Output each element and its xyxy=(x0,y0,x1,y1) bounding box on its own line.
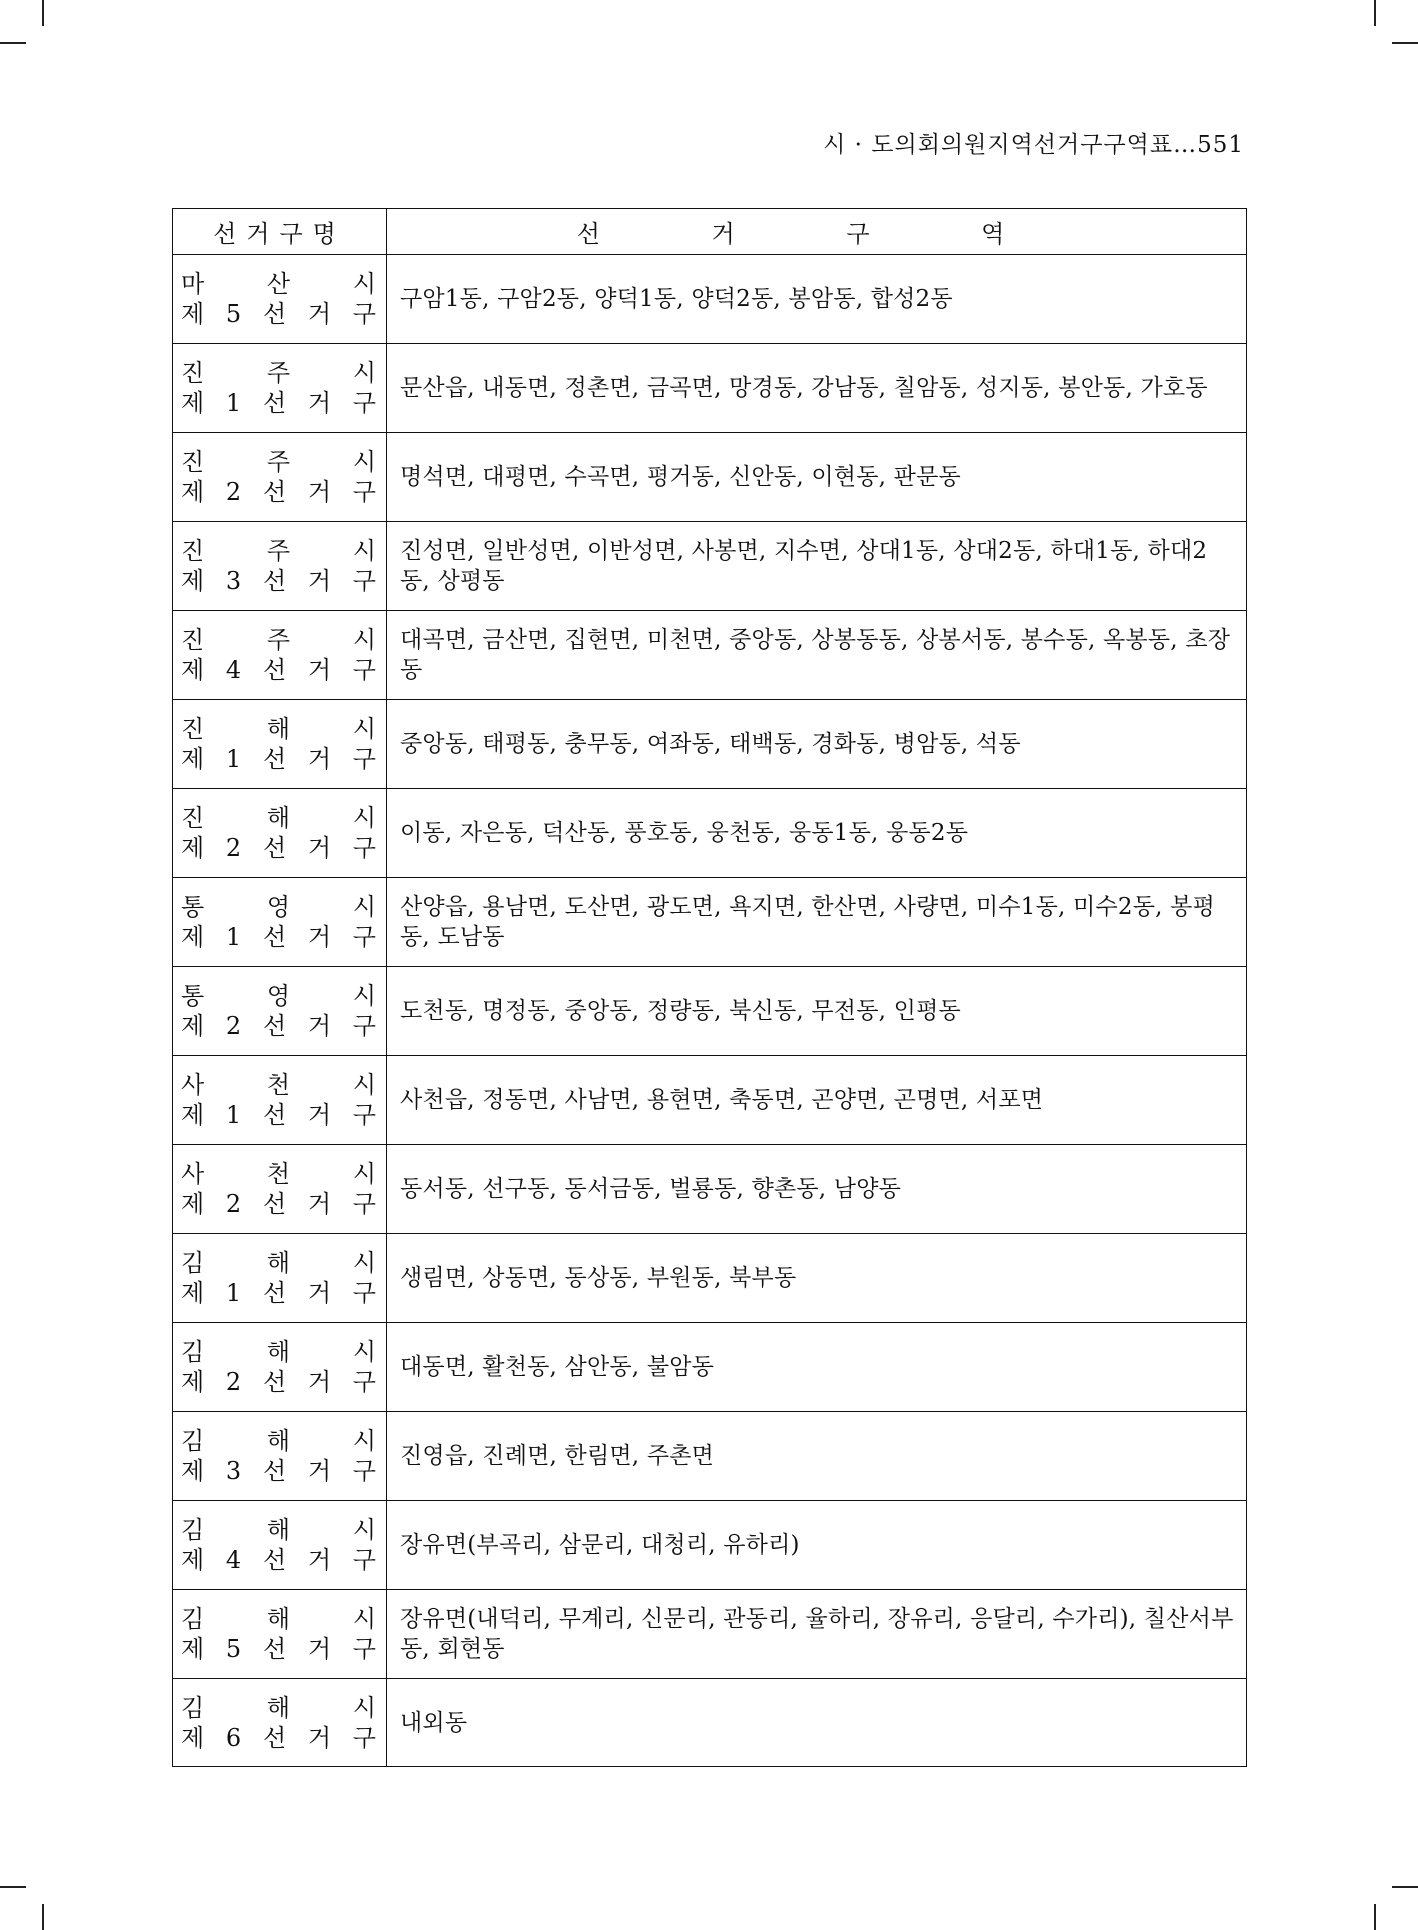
district-number: 제 2 선 거 구 xyxy=(181,1190,376,1218)
city-name: 진 주 시 xyxy=(181,626,376,654)
district-areas-cell: 산양읍, 용남면, 도산면, 광도면, 욕지면, 한산면, 사량면, 미수1동, 미수2동, 봉평동, 도남동 xyxy=(387,878,1247,967)
table-row xyxy=(173,878,1247,967)
district-number: 제 2 선 거 구 xyxy=(181,1012,376,1040)
district-number: 제 4 선 거 구 xyxy=(181,656,376,684)
table-row xyxy=(173,433,1247,522)
district-areas-cell: 대곡면, 금산면, 집현면, 미천면, 중앙동, 상봉동동, 상봉서동, 봉수동, 옥봉동, 초장동 xyxy=(387,611,1247,700)
district-name-cell xyxy=(173,700,387,789)
district-number: 제 2 선 거 구 xyxy=(181,834,376,862)
table-row xyxy=(173,1056,1247,1145)
district-table xyxy=(172,208,1247,1767)
table-row xyxy=(173,700,1247,789)
district-number: 제 3 선 거 구 xyxy=(181,567,376,595)
district-number: 제 1 선 거 구 xyxy=(181,1279,376,1307)
district-areas-cell: 진영읍, 진례면, 한림면, 주촌면 xyxy=(387,1412,1247,1501)
district-number: 제 5 선 거 구 xyxy=(181,300,376,328)
district-areas-cell: 내외동 xyxy=(387,1679,1247,1767)
district-areas-cell: 중앙동, 태평동, 충무동, 여좌동, 태백동, 경화동, 병암동, 석동 xyxy=(387,700,1247,789)
city-name: 김 해 시 xyxy=(181,1249,376,1277)
district-name-cell xyxy=(173,1501,387,1590)
district-name-cell xyxy=(173,1056,387,1145)
table-row xyxy=(173,255,1247,344)
district-name-cell xyxy=(173,522,387,611)
district-areas-cell: 도천동, 명정동, 중앙동, 정량동, 북신동, 무전동, 인평동 xyxy=(387,967,1247,1056)
district-number: 제 6 선 거 구 xyxy=(181,1723,376,1752)
crop-mark xyxy=(1374,0,1376,26)
table-row xyxy=(173,789,1247,878)
district-number: 제 2 선 거 구 xyxy=(181,1368,376,1396)
table-row xyxy=(173,1323,1247,1412)
city-name: 김 해 시 xyxy=(181,1516,376,1544)
table-row xyxy=(173,1679,1247,1767)
district-name-cell xyxy=(173,1590,387,1679)
table-row xyxy=(173,522,1247,611)
district-name-cell xyxy=(173,611,387,700)
district-areas-cell: 장유면(내덕리, 무계리, 신문리, 관동리, 율하리, 장유리, 응달리, 수가리), 칠산서부동, 회현동 xyxy=(387,1590,1247,1679)
district-number: 제 3 선 거 구 xyxy=(181,1457,376,1485)
district-areas-cell: 동서동, 선구동, 동서금동, 벌룡동, 향촌동, 남양동 xyxy=(387,1145,1247,1234)
district-number: 제 1 선 거 구 xyxy=(181,745,376,773)
district-name-cell xyxy=(173,344,387,433)
district-number: 제 1 선 거 구 xyxy=(181,1101,376,1129)
crop-mark xyxy=(1374,1904,1376,1930)
district-areas-cell: 구암1동, 구암2동, 양덕1동, 양덕2동, 봉암동, 합성2동 xyxy=(387,255,1247,344)
table-row xyxy=(173,1501,1247,1590)
district-number: 제 4 선 거 구 xyxy=(181,1546,376,1574)
city-name: 진 주 시 xyxy=(181,537,376,565)
city-name: 진 해 시 xyxy=(181,715,376,743)
crop-mark xyxy=(0,1886,26,1888)
crop-mark xyxy=(0,42,26,44)
crop-mark xyxy=(42,0,44,26)
crop-mark xyxy=(1392,1886,1418,1888)
district-number: 제 1 선 거 구 xyxy=(181,389,376,417)
district-name-cell xyxy=(173,967,387,1056)
district-name-cell xyxy=(173,1234,387,1323)
table-row xyxy=(173,1234,1247,1323)
district-areas-cell: 명석면, 대평면, 수곡면, 평거동, 신안동, 이현동, 판문동 xyxy=(387,433,1247,522)
district-areas-cell: 진성면, 일반성면, 이반성면, 사봉면, 지수면, 상대1동, 상대2동, 하대1동, 하대2동, 상평동 xyxy=(387,522,1247,611)
table-row xyxy=(173,1145,1247,1234)
crop-mark xyxy=(1392,42,1418,44)
city-name: 통 영 시 xyxy=(181,982,376,1010)
city-name: 진 해 시 xyxy=(181,804,376,832)
city-name: 김 해 시 xyxy=(181,1605,376,1633)
city-name: 김 해 시 xyxy=(181,1427,376,1455)
district-areas-cell: 생림면, 상동면, 동상동, 부원동, 북부동 xyxy=(387,1234,1247,1323)
table-row xyxy=(173,967,1247,1056)
city-name: 김 해 시 xyxy=(181,1338,376,1366)
running-header: 시 · 도의회의원지역선거구구역표…551 xyxy=(823,132,1244,158)
district-number: 제 5 선 거 구 xyxy=(181,1635,376,1663)
district-name-cell xyxy=(173,1323,387,1412)
district-number: 제 2 선 거 구 xyxy=(181,478,376,506)
column-header-district-area: 선 거 구 역 xyxy=(387,209,1247,255)
crop-mark xyxy=(42,1904,44,1930)
district-name-cell xyxy=(173,255,387,344)
district-name-cell xyxy=(173,878,387,967)
city-name: 김 해 시 xyxy=(181,1693,376,1722)
district-areas-cell: 문산읍, 내동면, 정촌면, 금곡면, 망경동, 강남동, 칠암동, 성지동, 봉안동, 가호동 xyxy=(387,344,1247,433)
district-number: 제 1 선 거 구 xyxy=(181,923,376,951)
city-name: 사 천 시 xyxy=(181,1071,376,1099)
city-name: 사 천 시 xyxy=(181,1160,376,1188)
district-areas-cell: 사천읍, 정동면, 사남면, 용현면, 축동면, 곤양면, 곤명면, 서포면 xyxy=(387,1056,1247,1145)
district-name-cell xyxy=(173,789,387,878)
table-row xyxy=(173,344,1247,433)
district-name-cell xyxy=(173,1679,387,1767)
table-row xyxy=(173,1412,1247,1501)
district-name-cell xyxy=(173,1145,387,1234)
city-name: 통 영 시 xyxy=(181,893,376,921)
district-areas-cell: 이동, 자은동, 덕산동, 풍호동, 웅천동, 웅동1동, 웅동2동 xyxy=(387,789,1247,878)
district-name-cell xyxy=(173,1412,387,1501)
city-name: 마 산 시 xyxy=(181,270,376,298)
district-areas-cell: 대동면, 활천동, 삼안동, 불암동 xyxy=(387,1323,1247,1412)
district-areas-cell: 장유면(부곡리, 삼문리, 대청리, 유하리) xyxy=(387,1501,1247,1590)
table-header-row xyxy=(173,209,1247,255)
table-row xyxy=(173,611,1247,700)
city-name: 진 주 시 xyxy=(181,359,376,387)
column-header-district-name: 선거구명 xyxy=(173,209,387,255)
table-row xyxy=(173,1590,1247,1679)
city-name: 진 주 시 xyxy=(181,448,376,476)
district-name-cell xyxy=(173,433,387,522)
